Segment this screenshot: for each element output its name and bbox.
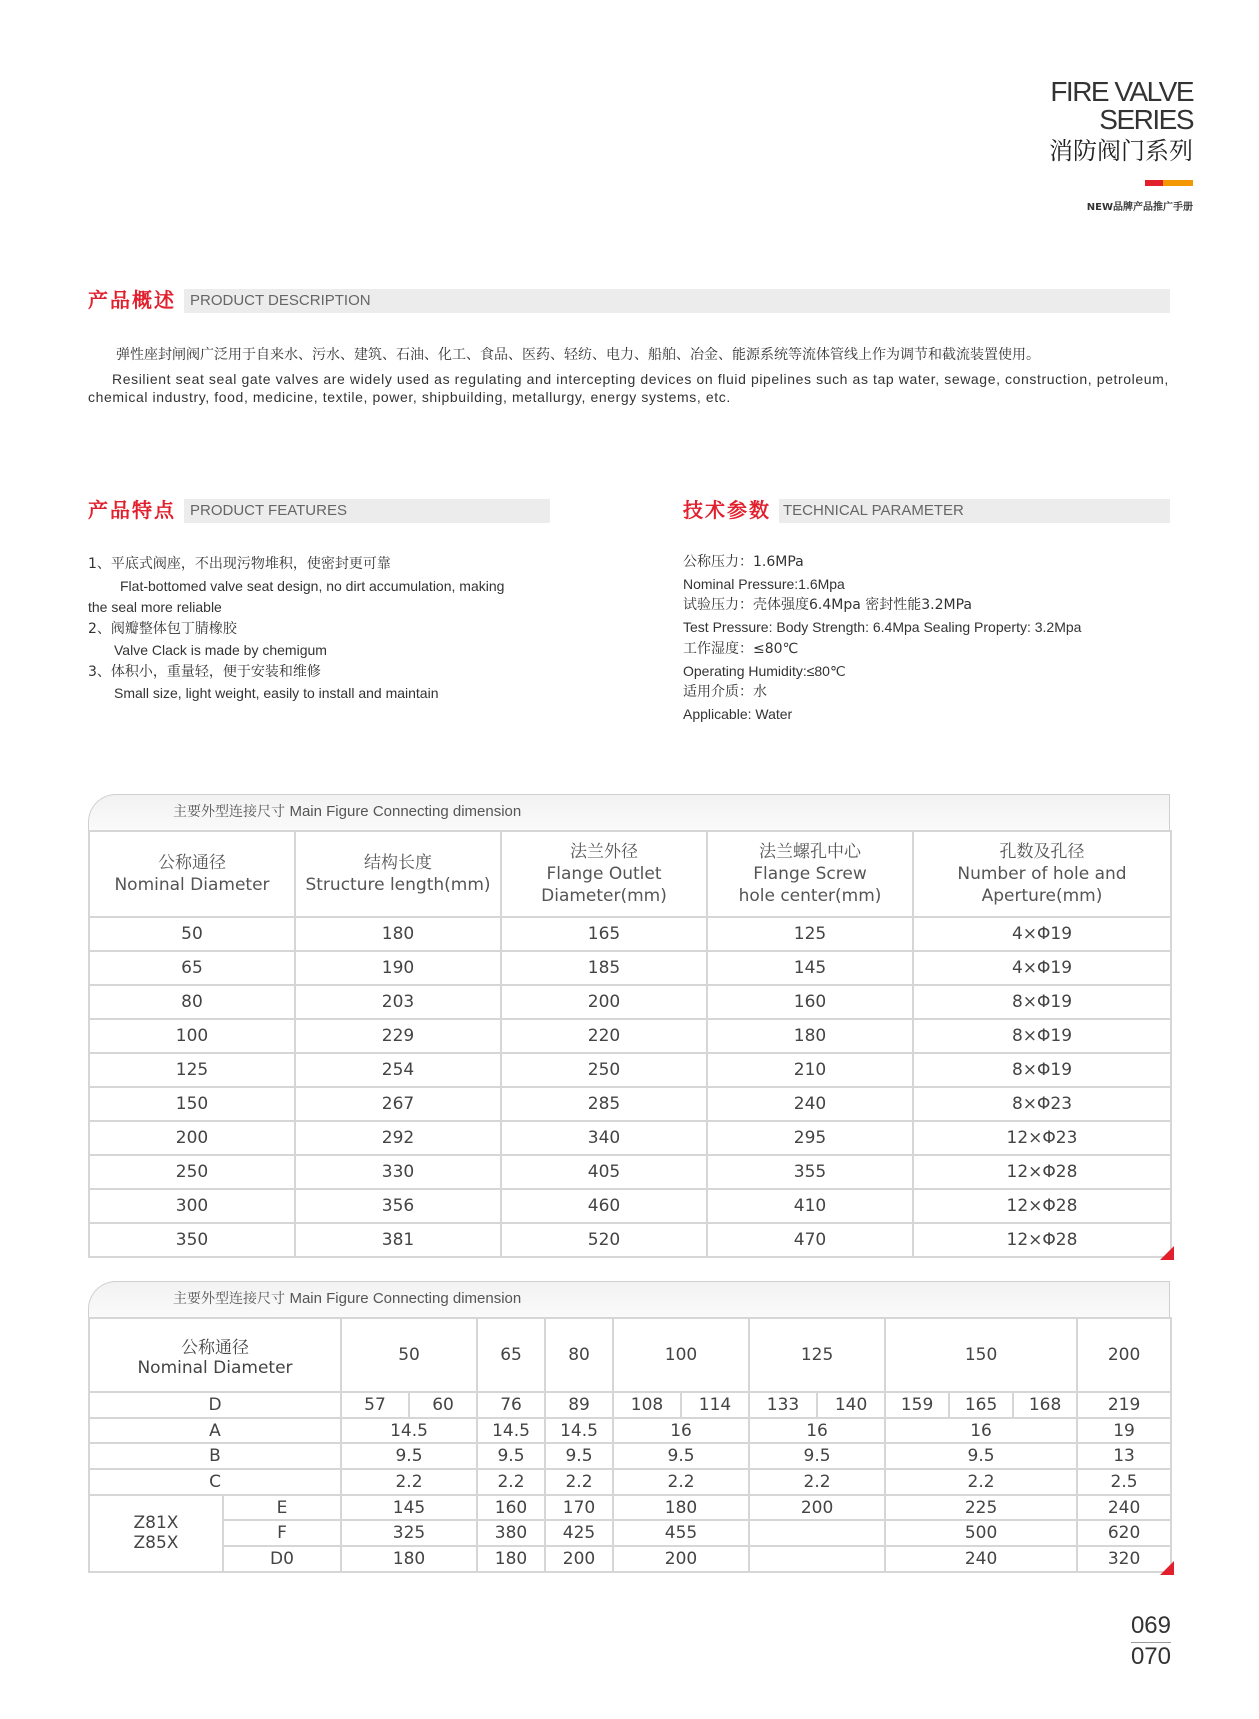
- nd-en: Nominal Diameter: [137, 1357, 293, 1378]
- col-nominal-diameter: [89, 831, 295, 917]
- f-cell: 455: [613, 1520, 749, 1546]
- size-header: 100: [613, 1318, 749, 1392]
- table-cell: 340: [501, 1121, 707, 1155]
- table-cell: 150: [89, 1087, 295, 1121]
- page-number-right: 070: [1130, 1643, 1171, 1670]
- d0-cell: 180: [477, 1546, 545, 1572]
- page-numbers: [1131, 1612, 1171, 1671]
- c-cell: 2.2: [613, 1469, 749, 1495]
- table-1-caption-tab: [88, 794, 1170, 830]
- param-test-pressure-en: Test Pressure: Body Strength: 6.4Mpa Sealing Property: 3.2Mpa: [683, 619, 1082, 636]
- e-cell: 145: [341, 1495, 477, 1521]
- size-header: 150: [885, 1318, 1077, 1392]
- table-1-caption-cn: 主要外型连接尺寸: [173, 804, 285, 820]
- param-nominal-pressure-cn: 公称压力：1.6MPa: [683, 554, 804, 570]
- table-2-row-c: [89, 1469, 1171, 1495]
- table-cell: 220: [501, 1019, 707, 1053]
- d-cell: 60: [409, 1392, 477, 1418]
- d0-cell: 200: [613, 1546, 749, 1572]
- description-heading-cn: 产品概述: [88, 287, 184, 313]
- d-cell: 133: [749, 1392, 817, 1418]
- model-z85x: Z85X: [133, 1533, 179, 1554]
- table-2-caption-en: Main Figure Connecting dimension: [289, 1290, 522, 1307]
- dimension-table-2-block: [88, 1281, 1170, 1573]
- c-cell: 2.2: [545, 1469, 613, 1495]
- d-cell: 168: [1013, 1392, 1077, 1418]
- a-cell: 19: [1077, 1418, 1171, 1444]
- feature-3-cn: 3、体积小，重量轻，便于安装和维修: [88, 663, 321, 680]
- table-2-row-b: [89, 1443, 1171, 1469]
- description-heading: [88, 287, 1170, 313]
- d-cell: 219: [1077, 1392, 1171, 1418]
- table-row: [89, 1053, 1171, 1087]
- size-header: 65: [477, 1318, 545, 1392]
- d-cell: 57: [341, 1392, 409, 1418]
- table-cell: 330: [295, 1155, 501, 1189]
- table-cell: 520: [501, 1223, 707, 1257]
- d-cell: 108: [613, 1392, 681, 1418]
- table-cell: 12×Φ28: [913, 1155, 1171, 1189]
- b-cell: 9.5: [749, 1443, 885, 1469]
- param-medium-en: Applicable: Water: [683, 705, 793, 722]
- brand-subtitle: NEW品牌产品推广手册: [1086, 202, 1193, 213]
- dimension-table-2: [88, 1317, 1172, 1573]
- d0-cell: 240: [885, 1546, 1077, 1572]
- size-header: 125: [749, 1318, 885, 1392]
- table-row: [89, 1121, 1171, 1155]
- table-2-header-row: [89, 1318, 1171, 1392]
- features-list: [88, 554, 568, 705]
- d0-cell: 320: [1077, 1546, 1171, 1572]
- size-header: 50: [341, 1318, 477, 1392]
- col-header-en: hole center(mm): [738, 886, 882, 906]
- param-test-pressure-cn: 试验压力：壳体强度6.4Mpa 密封性能3.2MPa: [683, 597, 972, 614]
- feature-2-cn: 2、阀瓣整体包丁腈橡胶: [88, 620, 237, 637]
- table-row: [89, 1223, 1171, 1257]
- table-cell: 460: [501, 1189, 707, 1223]
- table-cell: 203: [295, 985, 501, 1019]
- table-2-row-f: [89, 1520, 1171, 1546]
- table-cell: 350: [89, 1223, 295, 1257]
- col-header-en: Flange Screw: [753, 864, 867, 884]
- size-header: 80: [545, 1318, 613, 1392]
- param-nominal-pressure-en: Nominal Pressure:1.6Mpa: [683, 575, 845, 592]
- table-row: [89, 951, 1171, 985]
- d-cell: 114: [681, 1392, 749, 1418]
- table-1-caption-en: Main Figure Connecting dimension: [289, 803, 522, 820]
- table-cell: 180: [295, 917, 501, 951]
- nominal-diameter-header: [89, 1318, 341, 1392]
- f-cell: 380: [477, 1520, 545, 1546]
- feature-3-en: Small size, light weight, easily to install and maintain: [114, 685, 439, 701]
- col-structure-length: [295, 831, 501, 917]
- table-cell: 4×Φ19: [913, 917, 1171, 951]
- f-cell: 425: [545, 1520, 613, 1546]
- col-header-cn: 孔数及孔径: [999, 842, 1085, 862]
- row-label-a: A: [89, 1418, 341, 1444]
- table-cell: 12×Φ28: [913, 1223, 1171, 1257]
- table-cell: 240: [707, 1087, 913, 1121]
- col-header-en: Flange Outlet: [546, 864, 662, 884]
- b-cell: 9.5: [477, 1443, 545, 1469]
- model-label: [89, 1495, 223, 1572]
- brand-block: [1049, 78, 1193, 166]
- table-2-row-e: [89, 1495, 1171, 1521]
- col-header-cn: 结构长度: [364, 853, 432, 873]
- e-cell: 225: [885, 1495, 1077, 1521]
- table-2-caption: [173, 1288, 521, 1308]
- model-z81x: Z81X: [133, 1513, 179, 1534]
- c-cell: 2.2: [477, 1469, 545, 1495]
- feature-1-en: Flat-bottomed valve seat design, no dirt accumulation, making: [120, 577, 505, 594]
- table-cell: 356: [295, 1189, 501, 1223]
- col-header-cn: 公称通径: [158, 853, 226, 873]
- b-cell: 9.5: [341, 1443, 477, 1469]
- feature-1-en-cont: the seal more reliable: [88, 599, 222, 615]
- table-cell: 381: [295, 1223, 501, 1257]
- table-cell: 267: [295, 1087, 501, 1121]
- table-cell: 254: [295, 1053, 501, 1087]
- table-cell: 300: [89, 1189, 295, 1223]
- table-2-row-d: [89, 1392, 1171, 1418]
- e-cell: 180: [613, 1495, 749, 1521]
- a-cell: 14.5: [477, 1418, 545, 1444]
- col-holes: [913, 831, 1171, 917]
- table-cell: 285: [501, 1087, 707, 1121]
- size-header: 200: [1077, 1318, 1171, 1392]
- d-cell: 76: [477, 1392, 545, 1418]
- table-row: [89, 1087, 1171, 1121]
- row-label-e: E: [223, 1495, 341, 1521]
- table-cell: 12×Φ28: [913, 1189, 1171, 1223]
- table-cell: 405: [501, 1155, 707, 1189]
- row-label-b: B: [89, 1443, 341, 1469]
- page-number-left: 069: [1131, 1612, 1171, 1643]
- description-heading-en: PRODUCT DESCRIPTION: [190, 292, 371, 309]
- table-cell: 4×Φ19: [913, 951, 1171, 985]
- c-cell: 2.2: [885, 1469, 1077, 1495]
- table-cell: 165: [501, 917, 707, 951]
- description-text-cn: 弹性座封闸阀广泛用于自来水、污水、建筑、石油、化工、食品、医药、轻纺、电力、船舶、冶金、能源系统等流体管线上作为调节和截流装置使用。: [116, 347, 1040, 363]
- f-cell: 500: [885, 1520, 1077, 1546]
- col-flange-outlet: [501, 831, 707, 917]
- brand-title-line1: FIRE VALVE: [1050, 76, 1193, 107]
- brand-bar-orange: [1163, 180, 1193, 186]
- a-cell: 14.5: [545, 1418, 613, 1444]
- table-row: [89, 985, 1171, 1019]
- param-humidity-cn: 工作湿度：≤80℃: [683, 640, 799, 657]
- table-cell: 190: [295, 951, 501, 985]
- table-cell: 145: [707, 951, 913, 985]
- table-row: [89, 1155, 1171, 1189]
- row-label-d: D: [89, 1392, 341, 1418]
- row-label-c: C: [89, 1469, 341, 1495]
- table-cell: 185: [501, 951, 707, 985]
- table-cell: 210: [707, 1053, 913, 1087]
- b-cell: 13: [1077, 1443, 1171, 1469]
- a-cell: 16: [613, 1418, 749, 1444]
- brand-title-line2: SERIES: [1099, 104, 1193, 135]
- param-medium-cn: 适用介质：水: [683, 684, 767, 701]
- f-cell: 325: [341, 1520, 477, 1546]
- params-list: [683, 552, 1163, 726]
- col-header-cn: 法兰螺孔中心: [759, 842, 861, 862]
- table-cell: 229: [295, 1019, 501, 1053]
- features-heading-cn: 产品特点: [88, 497, 184, 523]
- c-cell: 2.2: [749, 1469, 885, 1495]
- e-cell: 160: [477, 1495, 545, 1521]
- table-cell: 470: [707, 1223, 913, 1257]
- feature-1-cn: 1、平底式阀座，不出现污物堆积，使密封更可靠: [88, 556, 391, 572]
- table-1-corner-accent: [1160, 1246, 1174, 1260]
- a-cell: 16: [749, 1418, 885, 1444]
- features-heading-en: PRODUCT FEATURES: [190, 502, 347, 519]
- table-cell: 355: [707, 1155, 913, 1189]
- col-header-en: Structure length(mm): [305, 875, 491, 895]
- d-cell: 140: [817, 1392, 885, 1418]
- table-cell: 12×Φ23: [913, 1121, 1171, 1155]
- f-cell: 620: [1077, 1520, 1171, 1546]
- params-heading-en: TECHNICAL PARAMETER: [783, 502, 964, 519]
- table-cell: 8×Φ19: [913, 1019, 1171, 1053]
- nd-cn: 公称通径: [181, 1337, 249, 1358]
- table-2-corner-accent: [1160, 1561, 1174, 1575]
- d0-cell: [749, 1546, 885, 1572]
- table-row: [89, 1019, 1171, 1053]
- brand-bar-red: [1145, 180, 1163, 186]
- table-cell: 100: [89, 1019, 295, 1053]
- table-cell: 180: [707, 1019, 913, 1053]
- b-cell: 9.5: [885, 1443, 1077, 1469]
- table-2-row-d0: [89, 1546, 1171, 1572]
- table-2-caption-tab: [88, 1281, 1170, 1317]
- table-1-caption: [173, 801, 521, 821]
- table-cell: 410: [707, 1189, 913, 1223]
- table-2-caption-cn: 主要外型连接尺寸: [173, 1291, 285, 1307]
- table-cell: 8×Φ19: [913, 985, 1171, 1019]
- e-cell: 200: [749, 1495, 885, 1521]
- row-label-f: F: [223, 1520, 341, 1546]
- table-cell: 200: [89, 1121, 295, 1155]
- table-cell: 250: [501, 1053, 707, 1087]
- table-row: [89, 1189, 1171, 1223]
- brand-color-bar: [1145, 180, 1193, 186]
- brand-title-cn: 消防阀门系列: [1049, 137, 1193, 165]
- table-cell: 250: [89, 1155, 295, 1189]
- b-cell: 9.5: [613, 1443, 749, 1469]
- col-header-en: Diameter(mm): [541, 886, 667, 906]
- params-heading-cn: 技术参数: [683, 497, 779, 523]
- table-cell: 8×Φ23: [913, 1087, 1171, 1121]
- table-cell: 200: [501, 985, 707, 1019]
- d-cell: 159: [885, 1392, 949, 1418]
- table-cell: 292: [295, 1121, 501, 1155]
- table-cell: 65: [89, 951, 295, 985]
- table-cell: 125: [707, 917, 913, 951]
- e-cell: 240: [1077, 1495, 1171, 1521]
- table-row: [89, 917, 1171, 951]
- a-cell: 16: [885, 1418, 1077, 1444]
- table-1-header-row: [89, 831, 1171, 917]
- dimension-table-1-block: [88, 794, 1170, 1258]
- dimension-table-1: [88, 830, 1172, 1258]
- table-cell: 160: [707, 985, 913, 1019]
- table-cell: 295: [707, 1121, 913, 1155]
- table-cell: 125: [89, 1053, 295, 1087]
- c-cell: 2.2: [341, 1469, 477, 1495]
- description-text-en: Resilient seat seal gate valves are widely used as regulating and intercepting devices on fluid pipelines such as tap water, sewage, construction, petroleum, chemical industry, food, medicine, textile, power, shipbuilding, metallurgy, energy systems, etc.: [88, 371, 1169, 405]
- table-cell: 50: [89, 917, 295, 951]
- d0-cell: 180: [341, 1546, 477, 1572]
- features-heading: [88, 497, 550, 523]
- e-cell: 170: [545, 1495, 613, 1521]
- f-cell: [749, 1520, 885, 1546]
- table-2-row-a: [89, 1418, 1171, 1444]
- row-label-d0: D0: [223, 1546, 341, 1572]
- param-humidity-en: Operating Humidity:≤80℃: [683, 662, 846, 679]
- table-cell: 8×Φ19: [913, 1053, 1171, 1087]
- c-cell: 2.5: [1077, 1469, 1171, 1495]
- d-cell: 89: [545, 1392, 613, 1418]
- table-cell: 80: [89, 985, 295, 1019]
- col-flange-screw: [707, 831, 913, 917]
- b-cell: 9.5: [545, 1443, 613, 1469]
- feature-2-en: Valve Clack is made by chemigum: [114, 642, 327, 658]
- d0-cell: 200: [545, 1546, 613, 1572]
- d-cell: 165: [949, 1392, 1013, 1418]
- a-cell: 14.5: [341, 1418, 477, 1444]
- params-heading: [683, 497, 1170, 523]
- col-header-en: Aperture(mm): [981, 886, 1103, 906]
- col-header-en: Number of hole and: [957, 864, 1127, 884]
- col-header-en: Nominal Diameter: [114, 875, 270, 895]
- col-header-cn: 法兰外径: [570, 842, 638, 862]
